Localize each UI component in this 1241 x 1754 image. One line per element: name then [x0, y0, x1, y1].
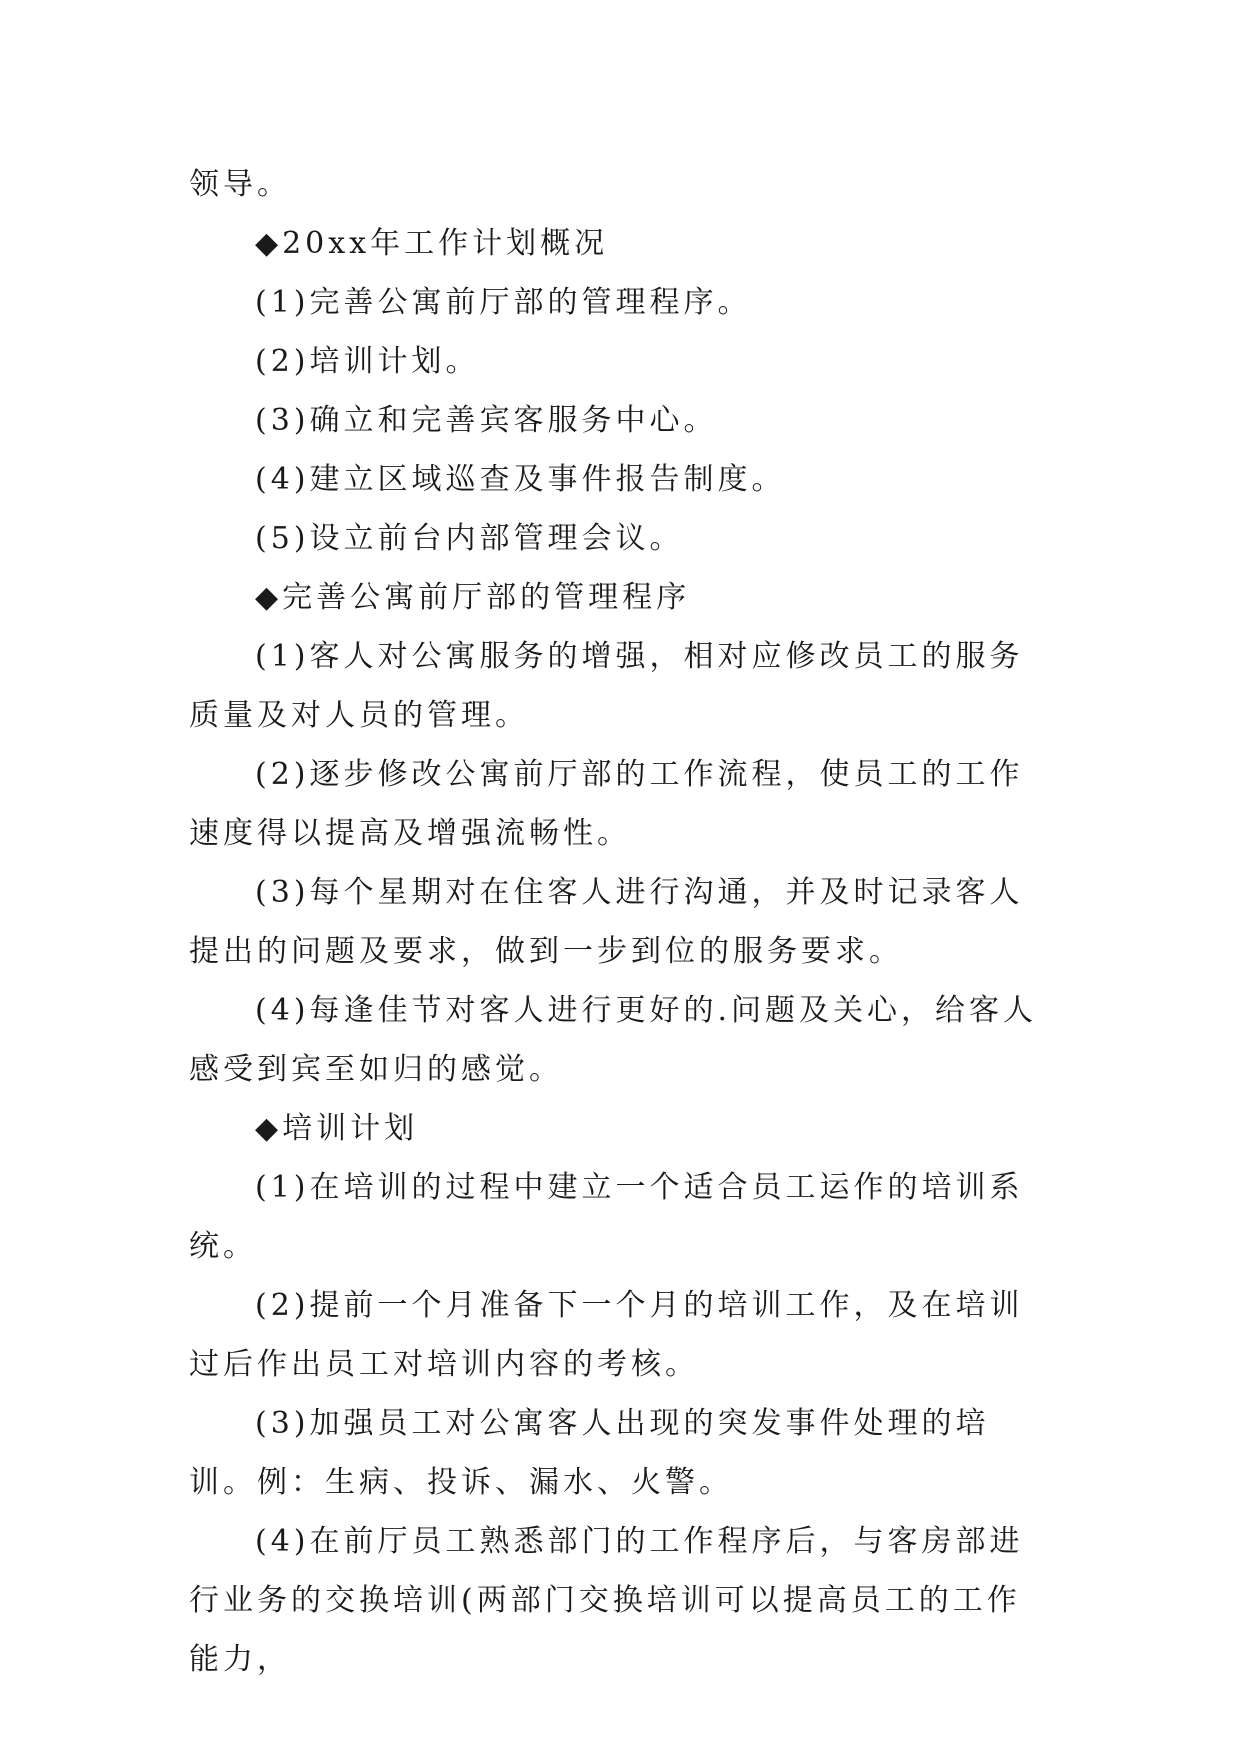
list-item: (1)在培训的过程中建立一个适合员工运作的培训系统。 [189, 1170, 1024, 1264]
list-item: (3)加强员工对公寓客人出现的突发事件处理的培训。例：生病、投诉、漏水、火警。 [189, 1406, 990, 1500]
list-item: (2)逐步修改公寓前厅部的工作流程，使员工的工作速度得以提高及增强流畅性。 [189, 757, 1024, 851]
list-item: (1)完善公寓前厅部的管理程序。 [255, 285, 752, 320]
list-item: (2)培训计划。 [255, 344, 480, 379]
list-item: (3)每个星期对在住客人进行沟通，并及时记录客人提出的问题及要求，做到一步到位的服务要求。 [189, 875, 1024, 969]
document-body [189, 155, 1049, 1689]
list-item: (5)设立前台内部管理会议。 [255, 521, 684, 556]
paragraph: 领导。 [189, 167, 291, 202]
section-heading-management: ◆完善公寓前厅部的管理程序 [255, 580, 691, 615]
section-heading-overview: ◆20xx年工作计划概况 [255, 226, 609, 261]
list-item: (4)建立区域巡查及事件报告制度。 [255, 462, 786, 497]
list-item: (4)在前厅员工熟悉部门的工作程序后，与客房部进行业务的交换培训(两部门交换培训可以提高员工的工作能力， [189, 1524, 1024, 1677]
list-item: (3)确立和完善宾客服务中心。 [255, 403, 718, 438]
list-item: (4)每逢佳节对客人进行更好的.问题及关心，给客人感受到宾至如归的感觉。 [189, 993, 1038, 1087]
section-heading-training: ◆培训计划 [255, 1111, 419, 1146]
list-item: (1)客人对公寓服务的增强，相对应修改员工的服务质量及对人员的管理。 [189, 639, 1024, 733]
list-item: (2)提前一个月准备下一个月的培训工作，及在培训过后作出员工对培训内容的考核。 [189, 1288, 1024, 1382]
